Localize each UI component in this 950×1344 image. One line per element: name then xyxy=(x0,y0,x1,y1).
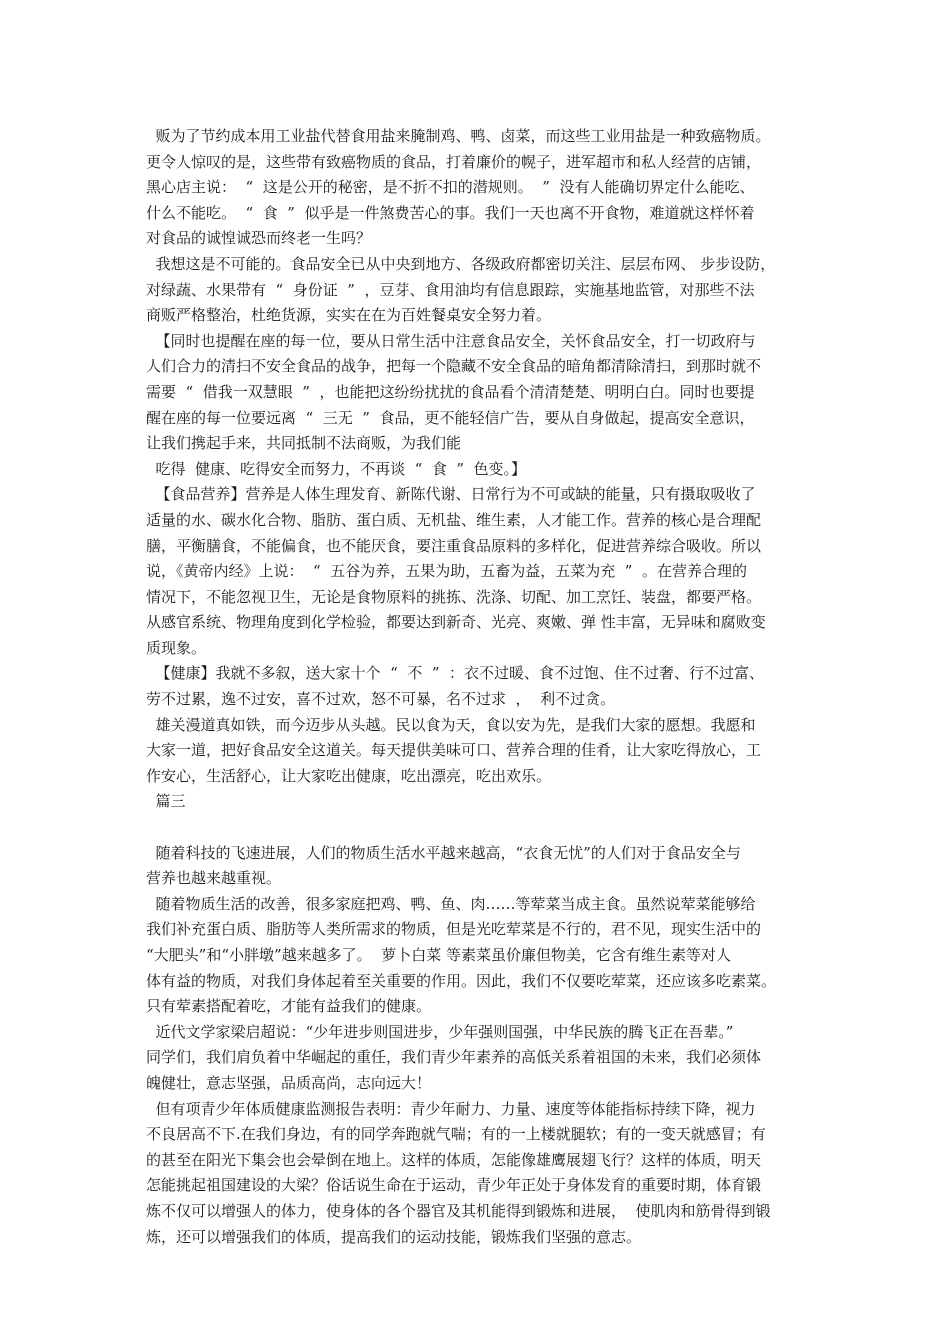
text-line: 魄健壮，意志坚强，品质高尚，志向远大！ xyxy=(146,1073,432,1092)
text-line: 贩为了节约成本用工业盐代替食用盐来腌制鸡、鸭、卤菜，而这些工业用盐是一种致癌物质。 xyxy=(146,127,771,145)
paragraph-closing xyxy=(146,713,814,790)
text-line: 随着科技的飞速进展，人们的物质生活水平越来越高，“衣食无忧”的人们对于食品安全与 xyxy=(146,843,741,862)
text-line: 【健康】我就不多叙，送大家十个 “ 不 ” ：衣不过暖、食不过饱、住不过奢、行不过富、 xyxy=(146,664,765,683)
text-line: 但有项青少年体质健康监测报告表明：青少年耐力、力量、速度等体能指标持续下降，视力 xyxy=(146,1099,756,1118)
text-line: 怎能挑起祖国建设的大梁？俗话说生命在于运动，青少年正处于身体发育的重要时期，体育锻 xyxy=(146,1176,762,1195)
text-line: 对绿蔬、水果带有 “ 身份证 ” ，豆芽、食用油均有信息跟踪，实施基地监管，对那些不法 xyxy=(146,280,755,299)
text-line: 商贩严格整治，杜绝货源，实实在在为百姓餐桌安全努力着。 xyxy=(146,306,552,325)
text-line: 人们合力的清扫不安全食品的战争，把每一个隐藏不安全食品的暗角都清除清扫，到那时就不 xyxy=(146,357,762,376)
paragraph-tech-progress xyxy=(146,841,814,892)
paragraph-liang-qichao xyxy=(146,1020,814,1097)
document-body xyxy=(146,124,814,1250)
text-line: 【同时也提醒在座的每一位，要从日常生活中注意食品安全，关怀食品安全，打一切政府与 xyxy=(146,331,756,350)
paragraph-meat-and-vegetables xyxy=(146,892,814,1020)
paragraph-reminder xyxy=(146,329,814,483)
text-line: 营养也越来越重视。 xyxy=(146,869,282,888)
text-line: 近代文学家梁启超说：“少年进步则国进步，少年强则国强，中华民族的腾飞正在吾辈。” xyxy=(146,1022,734,1041)
paragraph-government-oversight xyxy=(146,252,814,329)
paragraph-food-nutrition xyxy=(146,482,814,661)
text-line: 适量的水、碳水化合物、脂肪、蛋白质、无机盐、维生素，人才能工作。营养的核心是合理配 xyxy=(146,510,762,529)
text-line: 劳不过累，逸不过安，喜不过欢，怒不可暴，名不过求 ， 利不过贪。 xyxy=(146,690,616,709)
text-line: 让我们携起手来，共同抵制不法商贩，为我们能 xyxy=(146,434,462,453)
text-line: 不良居高不下.在我们身边，有的同学奔跑就气喘；有的一上楼就腿软；有的一变天就感冒；有 xyxy=(146,1125,766,1144)
text-line: 从感官系统、物理角度到化学检验，都要达到新奇、光亮、爽嫩、弹 性丰富，无异味和腐败变 xyxy=(146,613,766,632)
text-line: 【食品营养】营养是人体生理发育、新陈代谢、日常行为不可或缺的能量，只有摄取吸收了 xyxy=(146,485,756,504)
text-line: 膳，平衡膳食，不能偏食，也不能厌食，要注重食品原料的多样化，促进营养综合吸收。所以 xyxy=(146,536,762,555)
text-line: 黑心店主说： “ 这是公开的秘密，是不折不扣的潜规则。 ” 没有人能确切界定什么能吃、 xyxy=(146,178,755,197)
text-line: 作安心，生活舒心，让大家吃出健康，吃出漂亮，吃出欢乐。 xyxy=(146,766,552,785)
text-line: 随着物质生活的改善，很多家庭把鸡、鸭、鱼、肉……等荤菜当成主食。虽然说荤菜能够给 xyxy=(146,894,756,913)
paragraph-physical-health xyxy=(146,1097,814,1251)
text-line: 只有荤素搭配着吃，才能有益我们的健康。 xyxy=(146,997,432,1016)
text-line: 炼不仅可以增强人的体力，使身体的各个器官及其机能得到锻炼和进展， 使肌肉和筋骨得到锻 xyxy=(146,1201,771,1220)
text-line: 更令人惊叹的是，这些带有致癌物质的食品，打着廉价的幌子，进军超市和私人经营的店铺， xyxy=(146,152,762,171)
text-line: 雄关漫道真如铁，而今迈步从头越。民以食为天，食以安为先，是我们大家的愿想。我愿和 xyxy=(146,715,756,734)
blank-line xyxy=(146,815,814,841)
paragraph-health xyxy=(146,661,814,712)
text-line: 我们补充蛋白质、脂肪等人类所需求的物质，但是光吃荤菜是不行的，君不见，现实生活中的 xyxy=(146,920,762,939)
section-heading: 篇三 xyxy=(146,792,186,811)
text-line: 情况下，不能忽视卫生，无论是食物原料的挑拣、洗涤、切配、加工烹饪、装盘，都要严格。 xyxy=(146,587,762,606)
text-line: 吃得 健康、吃得安全而努力，不再谈 “ 食 ” 色变。】 xyxy=(146,459,527,478)
text-line: 质现象。 xyxy=(146,638,207,657)
text-line: 醒在座的每一位要远离 “ 三无 ” 食品，更不能轻信广告，要从自身做起，提高安全意识， xyxy=(146,408,755,427)
text-line: 需要 “ 借我一双慧眼 ” ，也能把这纷纷扰扰的食品看个清清楚楚、明明白白。同时也要提 xyxy=(146,382,755,401)
text-line: 大家一道，把好食品安全这道关。每天提供美味可口、营养合理的佳肴，让大家吃得放心，工 xyxy=(146,741,762,760)
text-line: 的甚至在阳光下集会也会晕倒在地上。这样的体质，怎能像雄鹰展翅飞行？这样的体质，明天 xyxy=(146,1150,762,1169)
text-line: 对食品的诚惶诚恐而终老一生吗？ xyxy=(146,229,372,248)
text-line: 炼，还可以增强我们的体质，提高我们的运动技能，锻炼我们坚强的意志。 xyxy=(146,1227,642,1246)
text-line: 什么不能吃。 “ 食 ” 似乎是一件煞费苦心的事。我们一天也离不开食物，难道就这样怀着 xyxy=(146,203,755,222)
paragraph-food-safety-intro xyxy=(146,124,814,252)
text-line: 同学们，我们肩负着中华崛起的重任，我们青少年素养的高低关系着祖国的未来，我们必须体 xyxy=(146,1048,762,1067)
text-line: 体有益的物质，对我们身体起着至关重要的作用。因此，我们不仅要吃荤菜，还应该多吃素菜。 xyxy=(146,971,777,990)
text-line: 我想这是不可能的。食品安全已从中央到地方、各级政府都密切关注、层层布网、 步步设防， xyxy=(146,254,776,273)
text-line: “大肥头”和“小胖墩”越来越多了。 萝卜白菜 等素菜虽价廉但物美，它含有维生素等对人 xyxy=(146,946,731,964)
text-line: 说，《黄帝内经》上说： “ 五谷为养，五果为助，五畜为益，五菜为充 ” 。在营养合理的 xyxy=(146,562,747,581)
